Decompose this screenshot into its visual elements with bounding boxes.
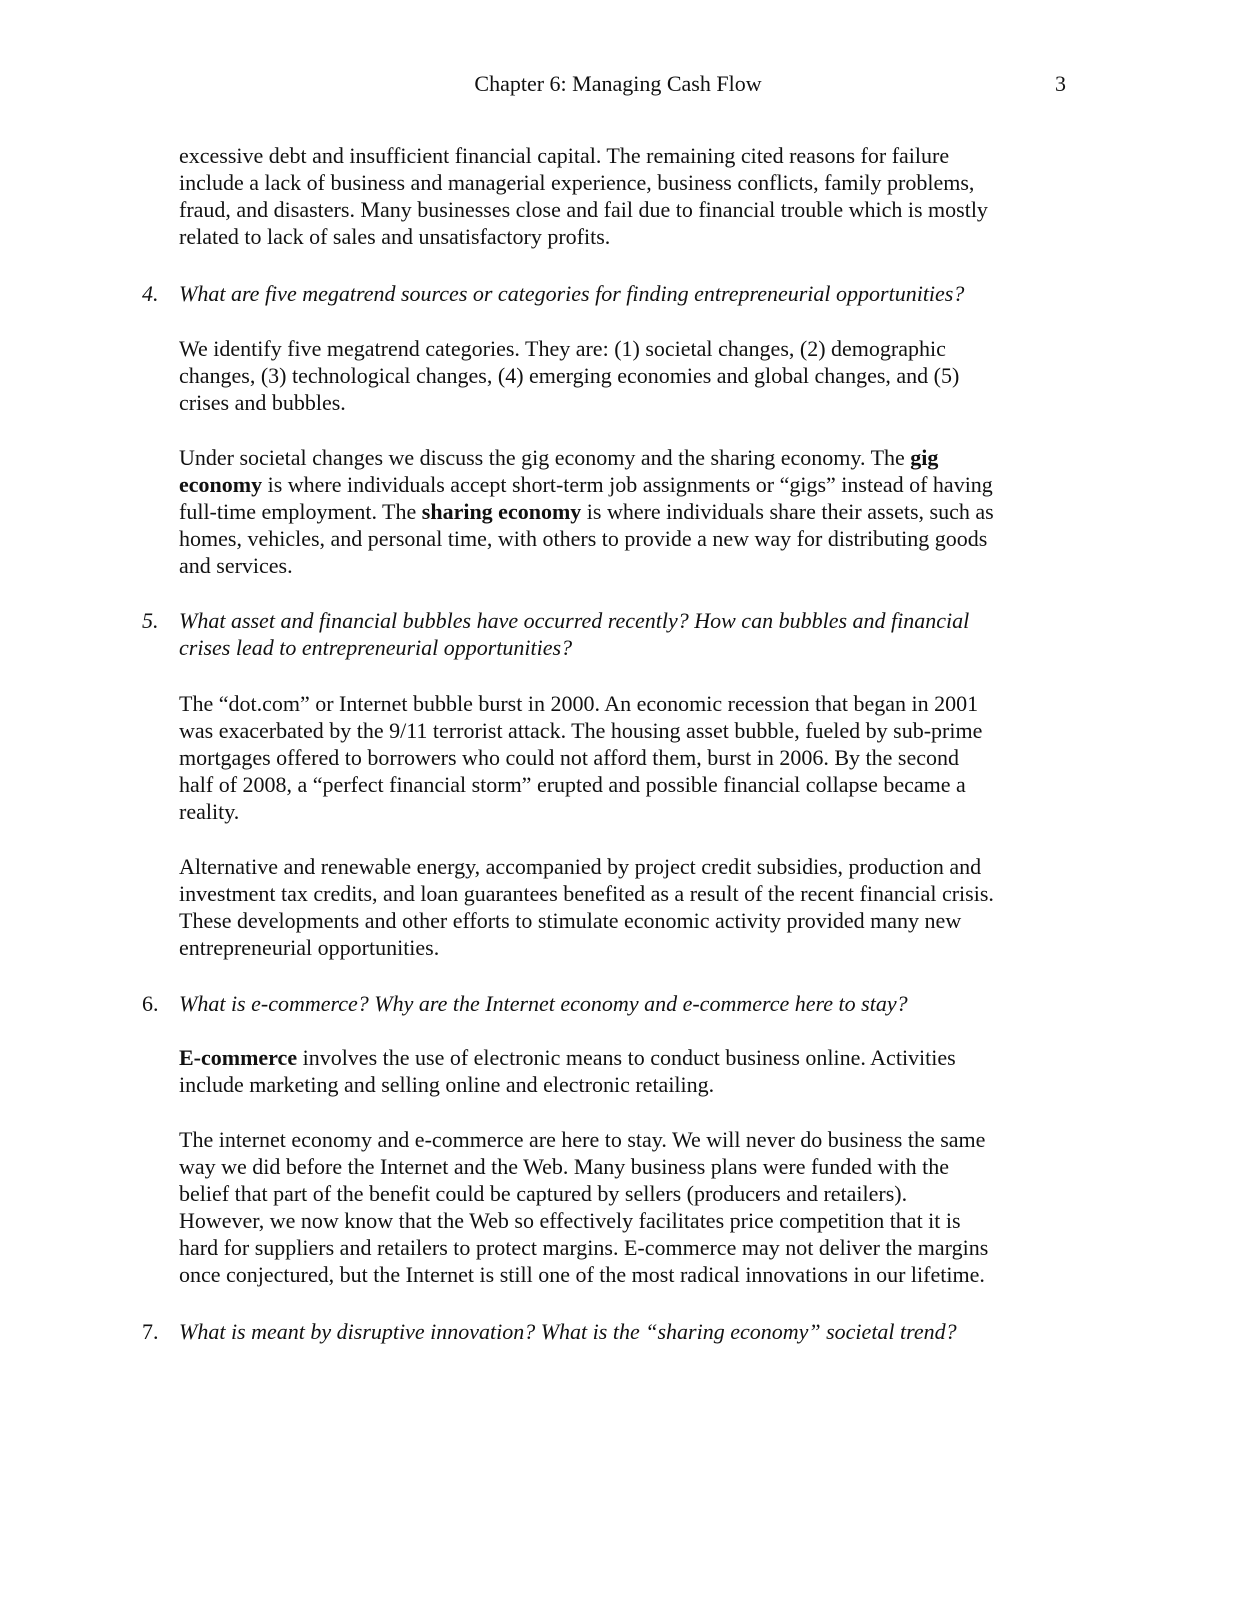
page-number: 3 xyxy=(1055,71,1066,96)
term-e-commerce: E-commerce xyxy=(179,1045,298,1070)
paragraph-line xyxy=(179,444,1079,471)
paragraph-line: reality. xyxy=(179,799,240,824)
paragraph-line: include marketing and selling online and electronic retailing. xyxy=(179,1072,715,1097)
paragraph-line xyxy=(179,471,1079,498)
paragraph-line: We identify five megatrend categories. They are: (1) societal changes, (2) demographic xyxy=(179,336,946,361)
paragraph-line: homes, vehicles, and personal time, with others to provide a new way for distributing goods xyxy=(179,526,988,551)
question-4-text xyxy=(179,280,1079,307)
paragraph-line: include a lack of business and managerial experience, business conflicts, family problems, xyxy=(179,170,975,195)
term-gig-economy-part1: gig xyxy=(910,445,939,470)
term-gig-economy-part2: economy xyxy=(179,472,263,497)
paragraph-line xyxy=(179,498,1079,525)
answer-6-paragraph-1 xyxy=(179,1044,1079,1098)
paragraph-line: changes, (3) technological changes, (4) emerging economies and global changes, and (5) xyxy=(179,363,960,388)
paragraph-line: investment tax credits, and loan guarantees benefited as a result of the recent financial crisis. xyxy=(179,881,994,906)
paragraph-line: These developments and other efforts to stimulate economic activity provided many new xyxy=(179,908,962,933)
question-4-number: 4. xyxy=(142,281,159,306)
answer-5-paragraph-2 xyxy=(179,853,1079,961)
paragraph-line: related to lack of sales and unsatisfactory profits. xyxy=(179,224,611,249)
question-5-text xyxy=(179,607,1079,661)
question-line: What are five megatrend sources or categories for finding entrepreneurial opportunities? xyxy=(179,281,965,306)
answer-4-paragraph-2 xyxy=(179,444,1079,579)
paragraph-line: crises and bubbles. xyxy=(179,390,346,415)
text-run: involves the use of electronic means to conduct business online. Activities xyxy=(297,1045,956,1070)
paragraph-line: fraud, and disasters. Many businesses close and fail due to financial trouble which is mostly xyxy=(179,197,988,222)
term-sharing-economy: sharing economy xyxy=(421,499,582,524)
paragraph-line: belief that part of the benefit could be captured by sellers (producers and retailers). xyxy=(179,1181,908,1206)
question-6-number: 6. xyxy=(142,991,159,1016)
question-7-number: 7. xyxy=(142,1319,159,1344)
paragraph-line: excessive debt and insufficient financial capital. The remaining cited reasons for failure xyxy=(179,143,950,168)
text-run: is where individuals share their assets, such as xyxy=(581,499,994,524)
paragraph-line: The “dot.com” or Internet bubble burst in 2000. An economic recession that began in 2001 xyxy=(179,691,979,716)
paragraph-line: half of 2008, a “perfect financial storm” erupted and possible financial collapse became a xyxy=(179,772,966,797)
question-line: What asset and financial bubbles have occurred recently? How can bubbles and financial xyxy=(179,608,970,633)
answer-5-paragraph-1 xyxy=(179,690,1079,825)
text-run: Under societal changes we discuss the gig economy and the sharing economy. The xyxy=(179,445,911,470)
paragraph-line xyxy=(179,1044,1079,1071)
paragraph-line: Alternative and renewable energy, accompanied by project credit subsidies, production and xyxy=(179,854,982,879)
question-6-text xyxy=(179,990,1079,1017)
paragraph-line: and services. xyxy=(179,553,293,578)
paragraph-line: way we did before the Internet and the Web. Many business plans were funded with the xyxy=(179,1154,950,1179)
answer-4-paragraph-1 xyxy=(179,335,1079,416)
paragraph-line: mortgages offered to borrowers who could not afford them, burst in 2006. By the second xyxy=(179,745,960,770)
intro-paragraph xyxy=(179,142,1079,250)
running-header-title: Chapter 6: Managing Cash Flow xyxy=(474,71,762,96)
question-5-number: 5. xyxy=(142,608,159,633)
question-7-text xyxy=(179,1318,1079,1345)
question-line: crises lead to entrepreneurial opportunities? xyxy=(179,635,573,660)
paragraph-line: However, we now know that the Web so effectively facilitates price competition that it is xyxy=(179,1208,961,1233)
text-run: full-time employment. The xyxy=(179,499,422,524)
paragraph-line: hard for suppliers and retailers to protect margins. E-commerce may not deliver the margins xyxy=(179,1235,989,1260)
question-line: What is e-commerce? Why are the Internet economy and e-commerce here to stay? xyxy=(179,991,908,1016)
text-run: is where individuals accept short-term job assignments or “gigs” instead of having xyxy=(262,472,993,497)
question-line: What is meant by disruptive innovation? What is the “sharing economy” societal trend? xyxy=(179,1319,957,1344)
answer-6-paragraph-2 xyxy=(179,1126,1079,1288)
paragraph-line: The internet economy and e-commerce are here to stay. We will never do business the same xyxy=(179,1127,986,1152)
paragraph-line: was exacerbated by the 9/11 terrorist attack. The housing asset bubble, fueled by sub-prime xyxy=(179,718,983,743)
paragraph-line: once conjectured, but the Internet is still one of the most radical innovations in our lifetime. xyxy=(179,1262,985,1287)
paragraph-line: entrepreneurial opportunities. xyxy=(179,935,440,960)
